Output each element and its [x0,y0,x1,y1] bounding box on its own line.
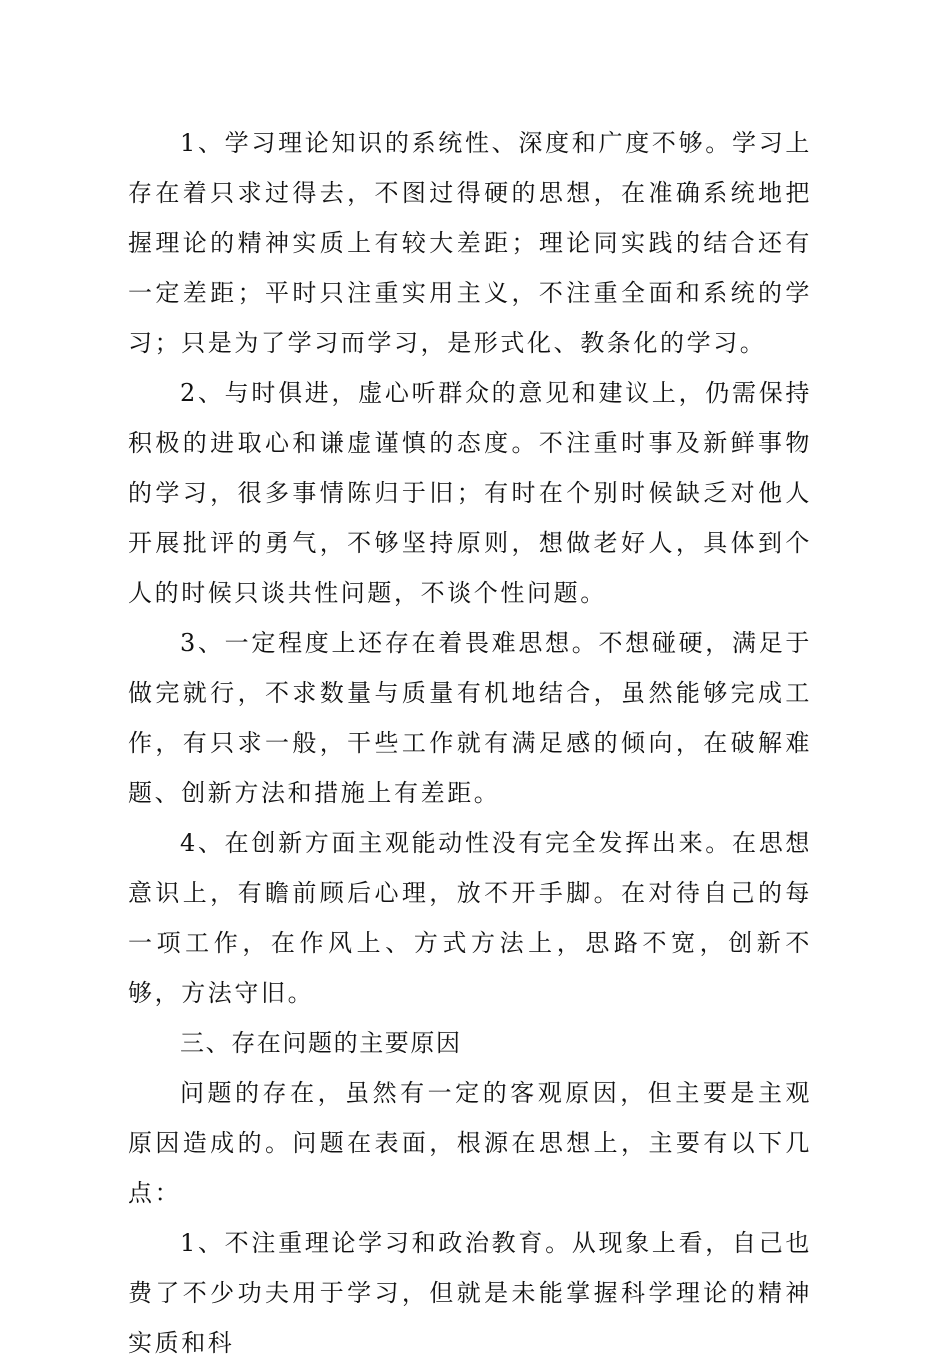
paragraph-causes-intro: 问题的存在，虽然有一定的客观原因，但主要是主观原因造成的。问题在表面，根源在思想上，主要有以下几点： [128,1079,812,1207]
paragraph-innovation: 4、在创新方面主观能动性没有完全发挥出来。在思想意识上，有瞻前顾后心理，放不开手脚。在对待自己的每一项工作，在作风上、方式方法上，思路不宽，创新不够，方法守旧。 [128,829,812,1007]
document-body [128,118,812,1368]
paragraph-keep-pace: 2、与时俱进，虚心听群众的意见和建议上，仍需保持积极的进取心和谦虚谨慎的态度。不注重时事及新鲜事物的学习，很多事情陈归于旧；有时在个别时候缺乏对他人开展批评的勇气，不够坚持原则，想做老好人，具体到个人的时候只谈共性问题，不谈个性问题。 [128,379,812,607]
section-heading-main-causes: 三、存在问题的主要原因 [180,1029,462,1057]
paragraph-fear-difficulty: 3、一定程度上还存在着畏难思想。不想碰硬，满足于做完就行，不求数量与质量有机地结合，虽然能够完成工作，有只求一般，干些工作就有满足感的倾向，在破解难题、创新方法和措施上有差距。 [128,629,812,807]
paragraph-study-theory: 1、学习理论知识的系统性、深度和广度不够。学习上存在着只求过得去，不图过得硬的思想，在准确系统地把握理论的精神实质上有较大差距；理论同实践的结合还有一定差距；平时只注重实用主义，不注重全面和系统的学习；只是为了学习而学习，是形式化、教条化的学习。 [128,129,812,357]
paragraph-cause-1: 1、不注重理论学习和政治教育。从现象上看，自己也费了不少功夫用于学习，但就是未能掌握科学理论的精神实质和科 [128,1229,812,1357]
